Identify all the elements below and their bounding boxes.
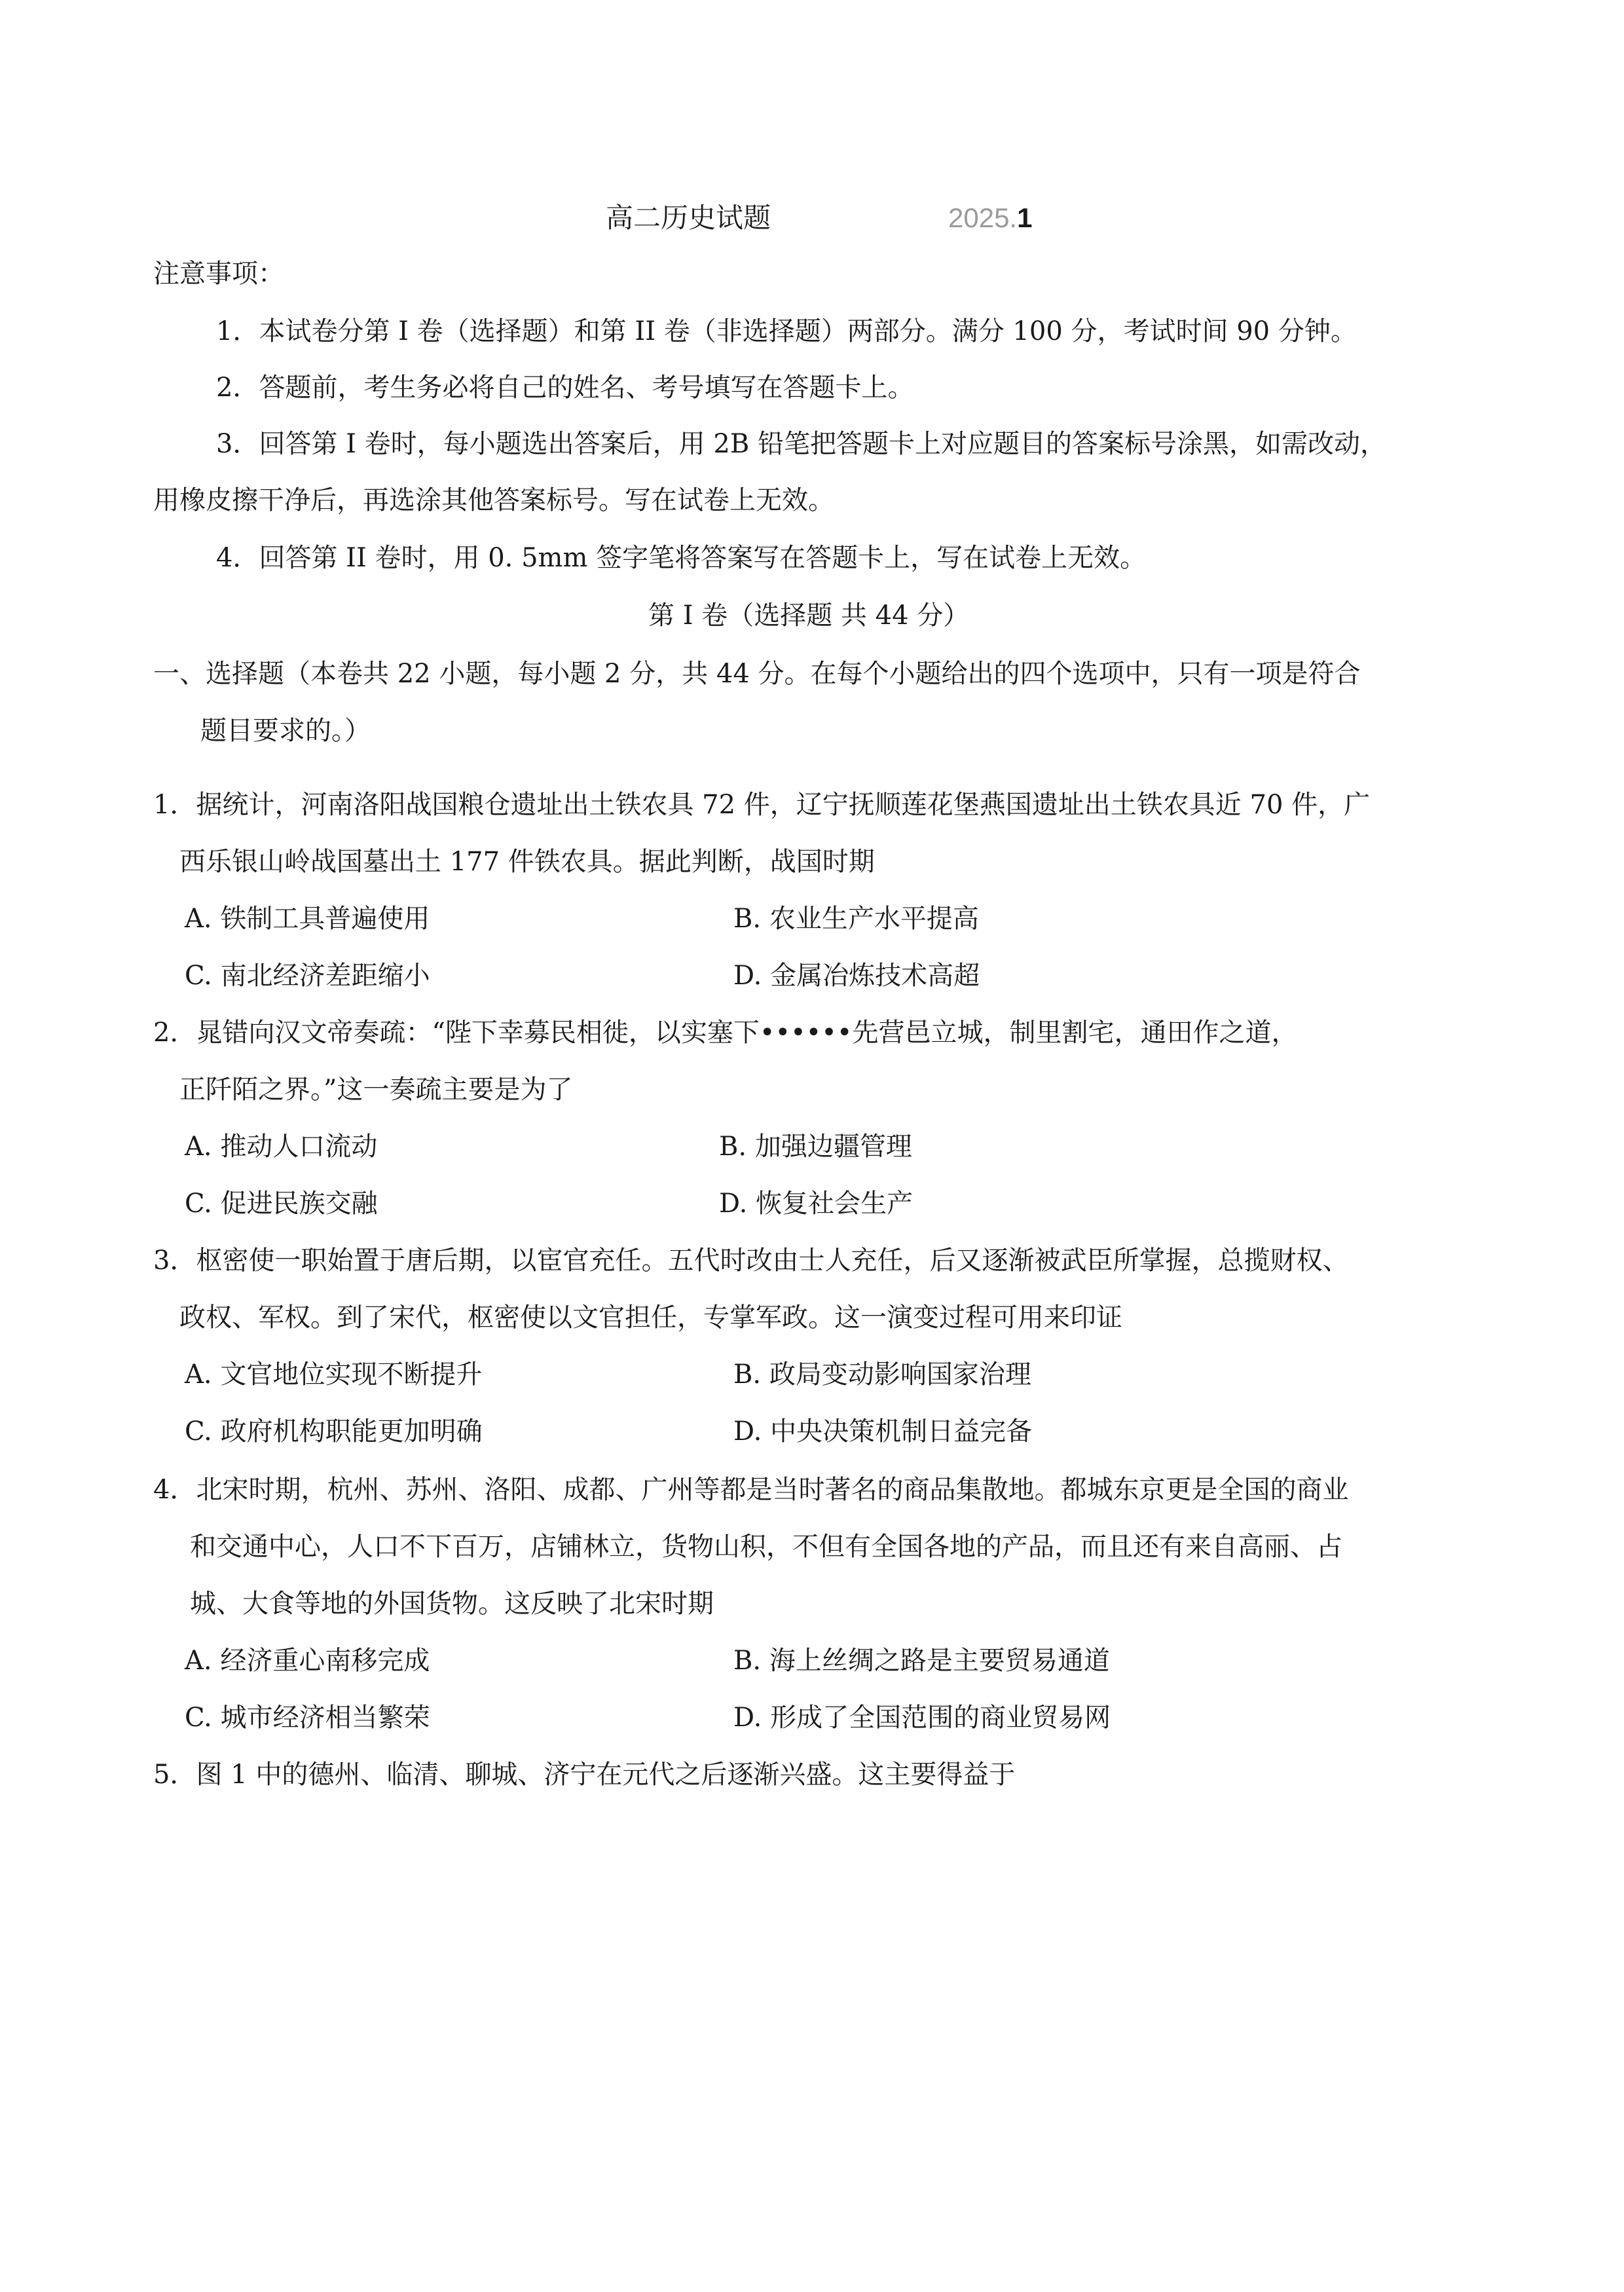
question-4-stem-cont-1: 和交通中心，人口不下百万，店铺林立，货物山积，不但有全国各地的产品，而且还有来自高丽、占 (190, 1532, 1342, 1562)
exam-title: 高二历史试题 (606, 202, 771, 234)
question-3-option-a: A. 文官地位实现不断提升 (185, 1359, 483, 1390)
question-1-option-a: A. 铁制工具普遍使用 (185, 904, 430, 934)
notice-item-4: 4．回答第 II 卷时，用 0. 5mm 签字笔将答案写在答题卡上，写在试卷上无效。 (216, 543, 1147, 573)
notice-item-3-cont: 用橡皮擦干净后，再选涂其他答案标号。写在试卷上无效。 (153, 485, 834, 515)
question-1-stem-cont: 西乐银山岭战国墓出土 177 件铁农具。据此判断，战国时期 (179, 847, 875, 877)
question-2-option-c: C. 促进民族交融 (185, 1189, 378, 1219)
question-1-option-b: B. 农业生产水平提高 (733, 904, 979, 934)
question-3-stem-cont: 政权、军权。到了宋代，枢密使以文官担任，专掌军政。这一演变过程可用来印证 (179, 1303, 1122, 1333)
question-2-option-d: D. 恢复社会生产 (719, 1189, 913, 1219)
exam-date: 2025.1 (948, 202, 1033, 233)
section-instruction-1: 一、选择题（本卷共 22 小题，每小题 2 分，共 44 分。在每个小题给出的四个选项中，只有一项是符合 (153, 659, 1361, 689)
question-1-stem: 1．据统计，河南洛阳战国粮仓遗址出土铁农具 72 件，辽宁抚顺莲花堡燕国遗址出土铁农具近 70 件，广 (153, 790, 1371, 820)
question-3-option-c: C. 政府机构职能更加明确 (185, 1416, 483, 1447)
question-4-stem: 4．北宋时期，杭州、苏州、洛阳、成都、广州等都是当时著名的商品集散地。都城东京更是全国的商业 (153, 1475, 1349, 1505)
question-4-option-a: A. 经济重心南移完成 (185, 1646, 430, 1676)
question-4-option-d: D. 形成了全国范围的商业贸易网 (733, 1703, 1111, 1733)
notice-heading: 注意事项： (153, 259, 284, 289)
question-2-option-b: B. 加强边疆管理 (719, 1132, 912, 1162)
notice-item-3: 3．回答第 I 卷时，每小题选出答案后，用 2B 铅笔把答题卡上对应题目的答案标号涂黑，如需改动， (216, 429, 1386, 459)
section-title: 第 I 卷（选择题 共 44 分） (648, 601, 970, 631)
notice-item-1: 1．本试卷分第 I 卷（选择题）和第 II 卷（非选择题）两部分。满分 100 分，考试时间 90 分钟。 (216, 316, 1357, 346)
question-3-stem: 3．枢密使一职始置于唐后期，以宦官充任。五代时改由士人充任，后又逐渐被武臣所掌握，总揽财权、 (153, 1246, 1349, 1276)
question-4-option-c: C. 城市经济相当繁荣 (185, 1703, 430, 1733)
question-2-stem: 2．晁错向汉文帝奏疏：“陛下幸募民相徙，以实塞下••••••先营邑立城，制里割宅，通田作之道， (153, 1018, 1298, 1048)
question-1-option-c: C. 南北经济差距缩小 (185, 961, 430, 991)
notice-item-2: 2．答题前，考生务必将自己的姓名、考号填写在答题卡上。 (216, 373, 914, 403)
question-2-option-a: A. 推动人口流动 (185, 1132, 378, 1162)
question-2-stem-cont: 正阡陌之界。”这一奏疏主要是为了 (179, 1075, 573, 1105)
section-instruction-2: 题目要求的。） (200, 716, 371, 746)
question-3-option-d: D. 中央决策机制日益完备 (733, 1416, 1033, 1447)
question-1-option-d: D. 金属冶炼技术高超 (733, 961, 980, 991)
question-4-option-b: B. 海上丝绸之路是主要贸易通道 (733, 1646, 1110, 1676)
question-4-stem-cont-2: 城、大食等地的外国货物。这反映了北宋时期 (190, 1589, 714, 1619)
question-5-stem: 5．图 1 中的德州、临清、聊城、济宁在元代之后逐渐兴盛。这主要得益于 (153, 1760, 1016, 1790)
question-3-option-b: B. 政局变动影响国家治理 (733, 1359, 1031, 1390)
